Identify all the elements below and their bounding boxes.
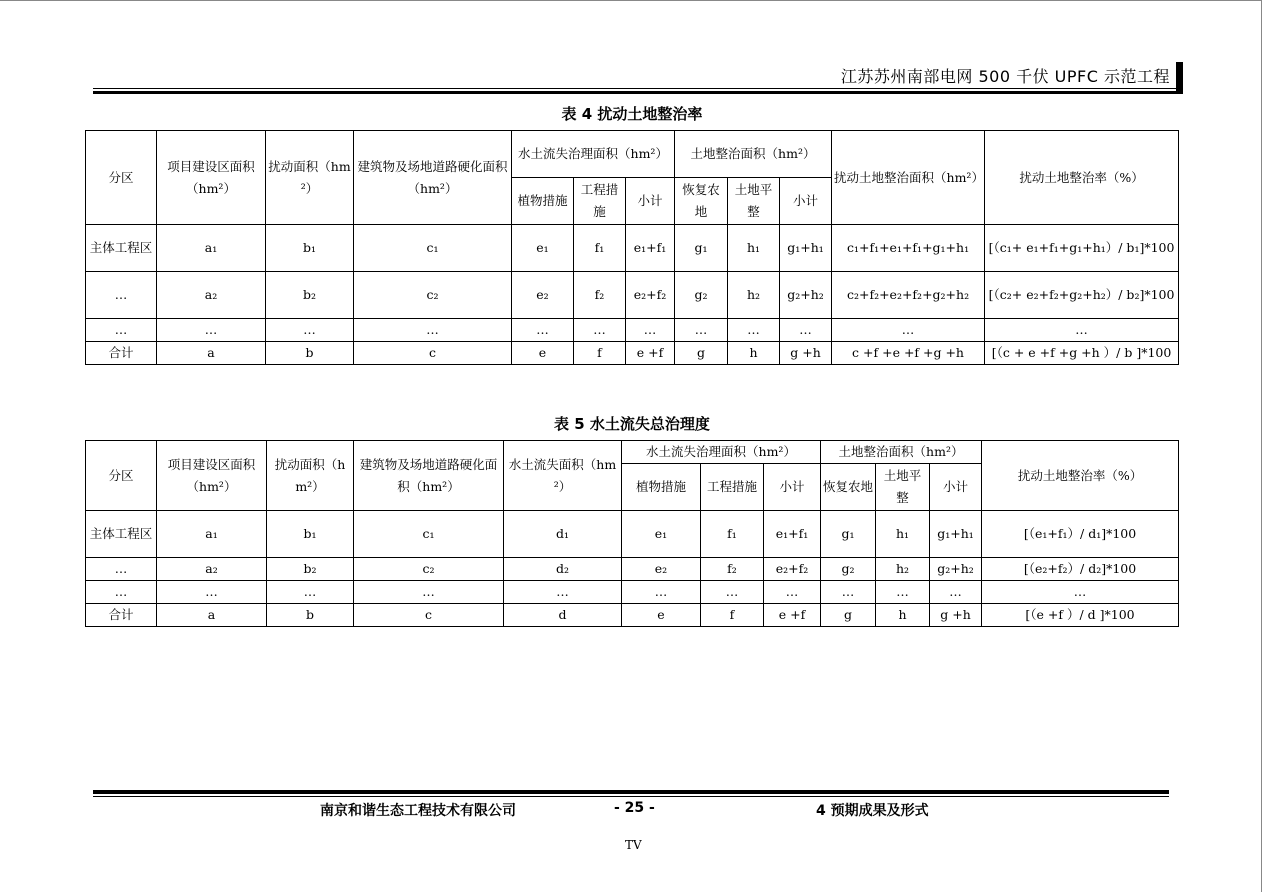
footer-page-number: - 25 - [614, 800, 655, 816]
table4-cell: [（c₁+ e₁+f₁+g₁+h₁）/ b₁]*100 [985, 225, 1179, 272]
table4-caption: 表 4 扰动土地整治率 [561, 105, 703, 123]
table5-cell: h₁ [876, 511, 930, 558]
table5-cell: [（e₁+f₁）/ d₁]*100 [982, 511, 1179, 558]
table5-cell: [（e₂+f₂）/ d₂]*100 [982, 558, 1179, 581]
table4-cell: … [86, 319, 157, 342]
table5-header-build-area: 项目建设区面积（hm²） [157, 441, 267, 511]
table5-cell: … [876, 581, 930, 604]
table5-row [86, 604, 1179, 627]
table4-row [86, 342, 1179, 365]
table4-header-eng: 工程措施 [574, 178, 626, 225]
table4-cell: b [266, 342, 354, 365]
table5-caption: 表 5 水土流失总治理度 [554, 415, 710, 433]
table5-header-plant: 植物措施 [622, 464, 701, 511]
table4-row [86, 272, 1179, 319]
table5-body [86, 511, 1179, 627]
table4-cell: … [626, 319, 675, 342]
table5-header-zone: 分区 [86, 441, 157, 511]
table4-cell: … [574, 319, 626, 342]
table4-header-sub2: 小计 [780, 178, 832, 225]
table5-cell: a [157, 604, 267, 627]
table4-cell: g₂ [675, 272, 728, 319]
table5-cell: … [354, 581, 504, 604]
table4-cell: e₂ [512, 272, 574, 319]
table5-cell: c [354, 604, 504, 627]
table4-cell: e [512, 342, 574, 365]
table5-cell: f₂ [701, 558, 764, 581]
table4-header-level: 土地平整 [728, 178, 780, 225]
table4-cell: [（c₂+ e₂+f₂+g₂+h₂）/ b₂]*100 [985, 272, 1179, 319]
table4-cell: g +h [780, 342, 832, 365]
table5-cell: [（e +f ）/ d ]*100 [982, 604, 1179, 627]
table5-cell: … [701, 581, 764, 604]
table4-header-zone: 分区 [86, 131, 157, 225]
table5-cell: … [504, 581, 622, 604]
table5-header-loss-area: 水土流失面积（hm²） [504, 441, 622, 511]
table4-cell: f [574, 342, 626, 365]
running-header-title: 江苏苏州南部电网 500 千伏 UPFC 示范工程 [840, 67, 1170, 86]
table5-cell: g [821, 604, 876, 627]
table4-cell: c₁+f₁+e₁+f₁+g₁+h₁ [832, 225, 985, 272]
table5-header-land-area: 土地整治面积（hm²） [821, 441, 982, 464]
table4-cell: … [354, 319, 512, 342]
table4-cell: c₂ [354, 272, 512, 319]
table4-header-sub1: 小计 [626, 178, 675, 225]
table4-cell: … [512, 319, 574, 342]
table5-cell: e₁+f₁ [764, 511, 821, 558]
table4-cell: h [728, 342, 780, 365]
table5-cell: d [504, 604, 622, 627]
table4-cell: a [157, 342, 266, 365]
table5-header-hard-area: 建筑物及场地道路硬化面积（hm²） [354, 441, 504, 511]
table5-cell: … [930, 581, 982, 604]
table4-cell: e₁ [512, 225, 574, 272]
bottom-mark-text: TV [625, 838, 642, 852]
table4-cell: [（c + e +f +g +h ）/ b ]*100 [985, 342, 1179, 365]
table5-cell: f [701, 604, 764, 627]
table4-cell: f₁ [574, 225, 626, 272]
table4-header-swl-area: 水土流失治理面积（hm²） [512, 131, 675, 178]
table5-cell: … [622, 581, 701, 604]
table4-cell: e₂+f₂ [626, 272, 675, 319]
table5-header-sub2: 小计 [930, 464, 982, 511]
table5-cell: … [821, 581, 876, 604]
table4-header-disturb-area: 扰动面积（hm²） [266, 131, 354, 225]
table4-cell: c +f +e +f +g +h [832, 342, 985, 365]
table5-cell: c₁ [354, 511, 504, 558]
table5-cell: … [86, 558, 157, 581]
footer-chapter: 4 预期成果及形式 [816, 803, 929, 819]
table4-cell: a₁ [157, 225, 266, 272]
footer-rule-thick [93, 790, 1169, 794]
table4-cell: g₂+h₂ [780, 272, 832, 319]
table5-soil-erosion-control [85, 440, 1179, 627]
table4-cell: c₁ [354, 225, 512, 272]
table4-cell: b₂ [266, 272, 354, 319]
table4-cell: g₁ [675, 225, 728, 272]
table5-header-eng: 工程措施 [701, 464, 764, 511]
table4-cell: g₁+h₁ [780, 225, 832, 272]
table5-cell: e +f [764, 604, 821, 627]
header-rule-thin [93, 88, 1183, 89]
table4-cell: b₁ [266, 225, 354, 272]
table4-cell: f₂ [574, 272, 626, 319]
table4-row [86, 225, 1179, 272]
table5-cell: … [157, 581, 267, 604]
table4-header-rate: 扰动土地整治率（%） [985, 131, 1179, 225]
table4-header-hard-area: 建筑物及场地道路硬化面积（hm²） [354, 131, 512, 225]
table4-cell: … [728, 319, 780, 342]
table5-cell: b [267, 604, 354, 627]
table5-header-rate: 扰动土地整治率（%） [982, 441, 1179, 511]
table4-body [86, 225, 1179, 365]
table4-cell: … [157, 319, 266, 342]
table5-cell: … [764, 581, 821, 604]
table4-cell: e₁+f₁ [626, 225, 675, 272]
table4-cell: g [675, 342, 728, 365]
table5-cell: g +h [930, 604, 982, 627]
table5-cell: 合计 [86, 604, 157, 627]
table5-header-sub1: 小计 [764, 464, 821, 511]
table5-cell: … [86, 581, 157, 604]
table4-header-dist-area: 扰动土地整治面积（hm²） [832, 131, 985, 225]
table4-cell: … [832, 319, 985, 342]
footer-rule-thin [93, 796, 1169, 797]
table4-cell: 合计 [86, 342, 157, 365]
table4-cell: 主体工程区 [86, 225, 157, 272]
table5-row [86, 558, 1179, 581]
table5-row [86, 581, 1179, 604]
page-frame-top [0, 0, 1262, 1]
table4-cell: a₂ [157, 272, 266, 319]
table4-header-row [86, 131, 1179, 178]
table4-cell: h₁ [728, 225, 780, 272]
table4-cell: c [354, 342, 512, 365]
table5-cell: h₂ [876, 558, 930, 581]
table4-disturbed-land-rate [85, 130, 1179, 365]
table4-cell: c₂+f₂+e₂+f₂+g₂+h₂ [832, 272, 985, 319]
table4-cell: … [86, 272, 157, 319]
footer-company: 南京和谐生态工程技术有限公司 [320, 803, 516, 819]
table4-cell: … [985, 319, 1179, 342]
table5-cell: g₂ [821, 558, 876, 581]
table5-cell: e [622, 604, 701, 627]
table4-header-land-area: 土地整治面积（hm²） [675, 131, 832, 178]
table4-header-restore: 恢复农地 [675, 178, 728, 225]
table5-cell: d₂ [504, 558, 622, 581]
table5-cell: e₂+f₂ [764, 558, 821, 581]
table5-cell: d₁ [504, 511, 622, 558]
header-bar-mark [1176, 62, 1183, 94]
table5-header-swl-area: 水土流失治理面积（hm²） [622, 441, 821, 464]
table4-row [86, 319, 1179, 342]
table5-cell: 主体工程区 [86, 511, 157, 558]
table5-cell: c₂ [354, 558, 504, 581]
table4-cell: e +f [626, 342, 675, 365]
table5-cell: b₂ [267, 558, 354, 581]
table5-cell: a₂ [157, 558, 267, 581]
table5-cell: e₂ [622, 558, 701, 581]
table5-cell: … [982, 581, 1179, 604]
table4-header-build-area: 项目建设区面积（hm²） [157, 131, 266, 225]
table5-row [86, 511, 1179, 558]
table5-header-level: 土地平整 [876, 464, 930, 511]
table4-header-plant: 植物措施 [512, 178, 574, 225]
table4-cell: … [675, 319, 728, 342]
table4-cell: h₂ [728, 272, 780, 319]
table5-cell: f₁ [701, 511, 764, 558]
table5-header-restore: 恢复农地 [821, 464, 876, 511]
table5-cell: g₁+h₁ [930, 511, 982, 558]
header-rule-thick [93, 91, 1183, 94]
table4-cell: … [266, 319, 354, 342]
table4-cell: … [780, 319, 832, 342]
table5-cell: a₁ [157, 511, 267, 558]
table5-cell: e₁ [622, 511, 701, 558]
table5-header-row [86, 441, 1179, 464]
table5-cell: h [876, 604, 930, 627]
table5-cell: … [267, 581, 354, 604]
table5-cell: g₂+h₂ [930, 558, 982, 581]
table5-header-disturb-area: 扰动面积（hm²） [267, 441, 354, 511]
table5-cell: b₁ [267, 511, 354, 558]
table5-cell: g₁ [821, 511, 876, 558]
